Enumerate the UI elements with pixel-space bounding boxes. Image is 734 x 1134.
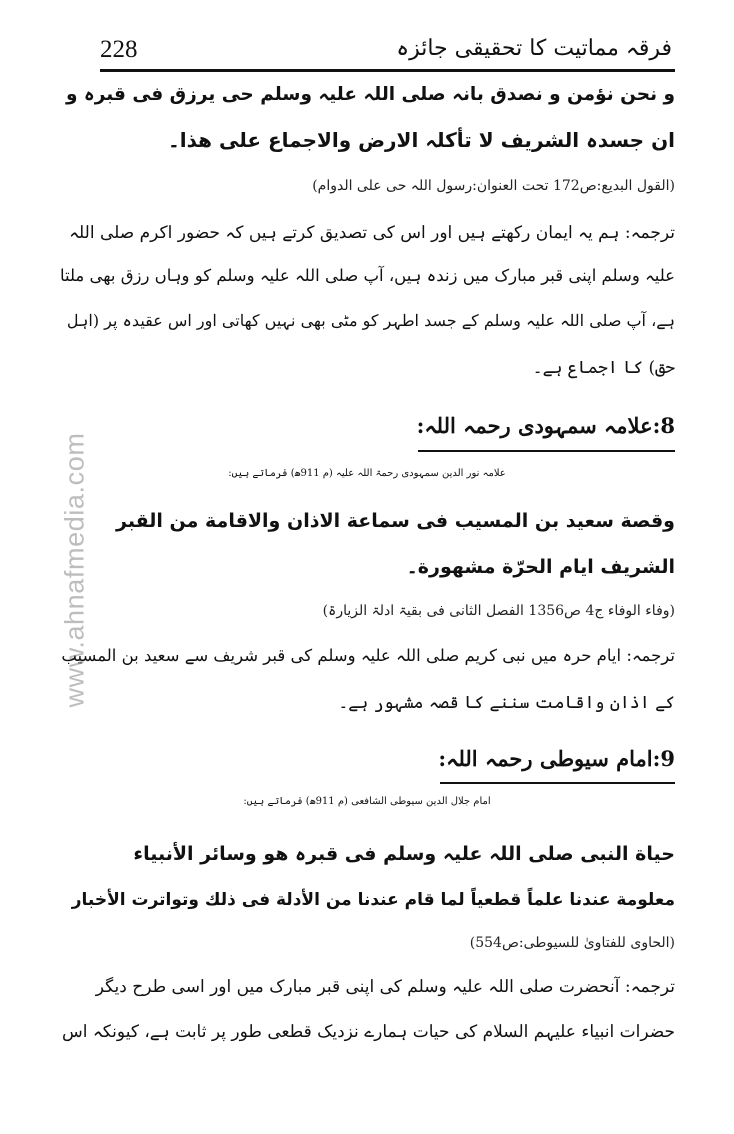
section-heading-samhudi: 8:علامہ سمہودی رحمہ اللہ:	[416, 413, 675, 438]
arabic-quote-line-3: وقصة سعيد بن المسيب فی سماعة الاذان والاقامة من القبر	[116, 510, 675, 532]
arabic-quote-line-4: الشريف ايام الحرّة مشهورة۔	[406, 556, 675, 578]
arabic-quote-line-6: معلومة عندنا علماً قطعياً لما قام عندنا من الأدلة فی ذلك وتواترت الأخبار	[71, 890, 675, 910]
book-title: فرقہ مماتیت کا تحقیقی جائزہ	[396, 36, 672, 61]
translation-line: ترجمہ: ایام حرہ میں نبی کریم صلی اللہ علیہ وسلم کی قبر شریف سے سعید بن المسیب	[61, 646, 675, 665]
page-number: 228	[100, 36, 138, 63]
reference-citation: (الحاوی للفتاویٰ للسیوطی:ص554)	[469, 935, 675, 951]
translation-line: ترجمہ: ہم یہ ایمان رکھتے ہیں اور اس کی تصدیق کرتے ہیں کہ حضور اکرم صلی اللہ	[69, 223, 675, 243]
reference-citation: (وفاء الوفاء ج4 ص1356 الفصل الثانی فی بقیۃ ادلۃ الزیارۃ)	[322, 603, 675, 619]
heading-underline	[418, 450, 675, 452]
author-intro-line: علامہ نور الدین سمہودی رحمۃ اللہ علیہ (م 911ھ) فرماتے ہیں:	[228, 468, 506, 479]
translation-line: علیہ وسلم اپنی قبر مبارک میں زندہ ہیں، آپ صلی اللہ علیہ وسلم کو وہاں رزق بھی ملتا	[59, 266, 675, 285]
translation-line: ترجمہ: آنحضرت صلی اللہ علیہ وسلم کی اپنی قبر مبارک میں اور اسی طرح دیگر	[95, 977, 675, 997]
heading-underline	[440, 782, 675, 784]
website-watermark: www.ahnafmedia.com	[59, 432, 90, 708]
translation-line: کے اذان واقامت سننے کا قصہ مشہور ہے۔	[338, 693, 675, 713]
arabic-quote-line-5: حياة النبی صلی اللہ علیہ وسلم فی قبرہ ھو وسائر الأنبياء	[133, 843, 675, 865]
arabic-quote-line-1: و نحن نؤمن و نصدق بانہ صلی اللہ علیہ وسلم حی یرزق فی قبرہ و	[65, 84, 675, 105]
translation-line: ہے، آپ صلی اللہ علیہ وسلم کے جسد اطہر کو مٹی بھی نہیں کھاتی اور اس عقیدہ پر (اہل	[66, 311, 675, 330]
author-intro-line: امام جلال الدین سیوطی الشافعی (م 911ھ) فرماتے ہیں:	[243, 796, 491, 807]
translation-line: حضرات انبیاء علیہم السلام کی حیات ہمارے نزدیک قطعی طور پر ثابت ہے، کیونکہ اس	[61, 1022, 675, 1042]
arabic-quote-line-2: ان جسدہ الشریف لا تأکلہ الارض والاجماع علی ھذا۔	[168, 128, 675, 152]
header-divider	[100, 69, 675, 72]
translation-line: حق) کا اجماع ہے۔	[532, 358, 675, 378]
reference-citation: (القول البدیع:ص172 تحت العنوان:رسول اللہ حی علی الدوام)	[312, 178, 675, 194]
section-heading-suyuti: 9:امام سیوطی رحمہ اللہ:	[438, 746, 675, 771]
